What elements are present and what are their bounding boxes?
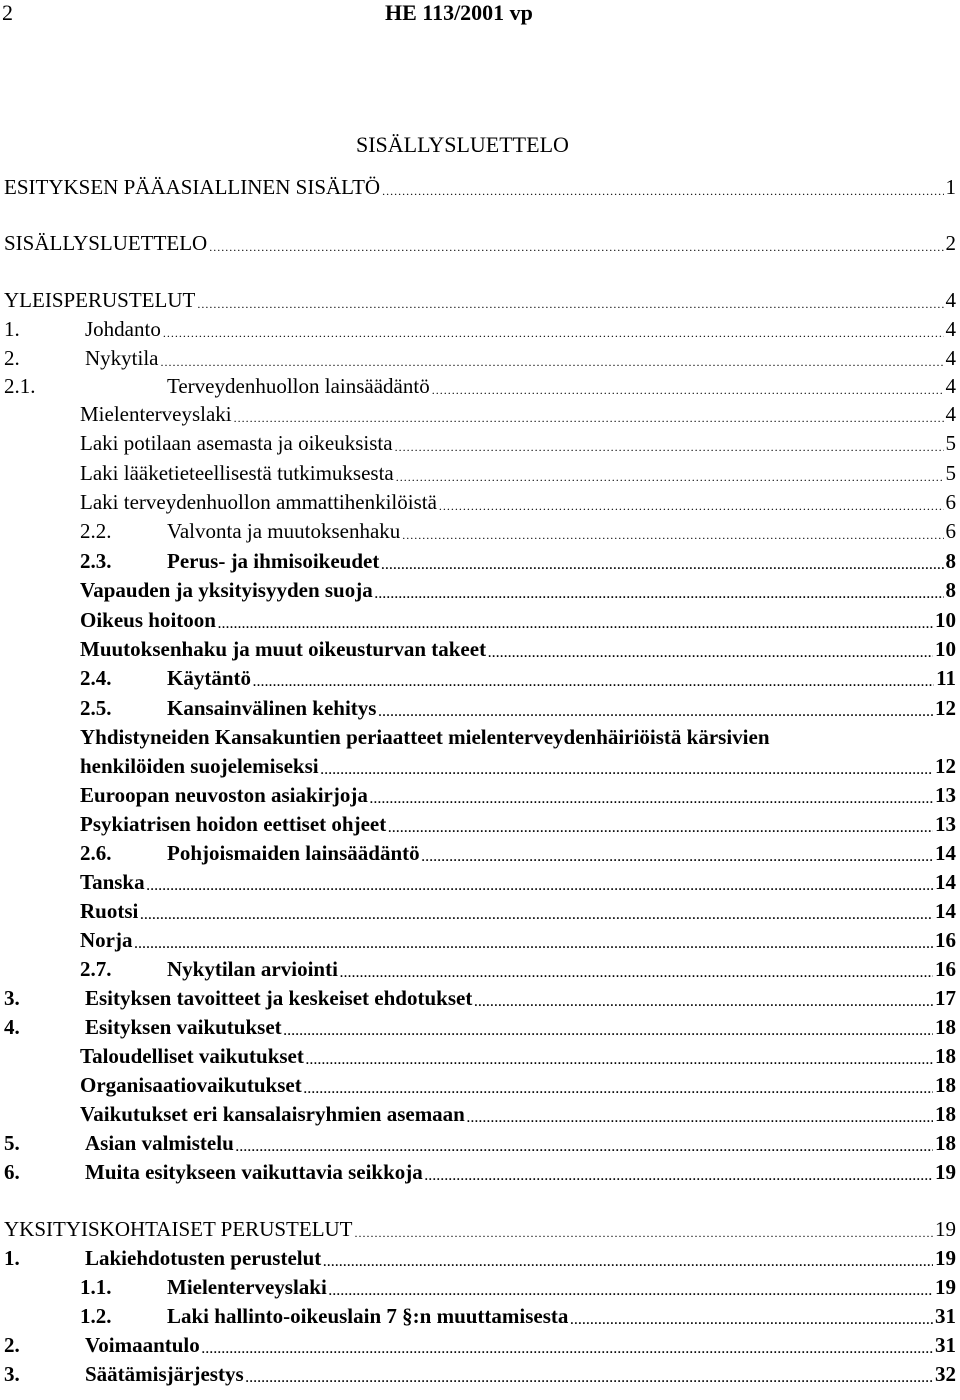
toc-entry (4, 344, 956, 372)
toc-entry-page: 12 (935, 754, 956, 778)
toc-entry-text (4, 173, 380, 201)
toc-entry-text (80, 1100, 465, 1128)
toc-entry-number: 5. (4, 1131, 20, 1155)
toc-entry-page: 16 (935, 957, 956, 981)
toc-entry-number: 2. (4, 346, 20, 370)
toc-entry-text (4, 1013, 282, 1041)
toc-entry-page: 4 (945, 288, 956, 312)
toc-entry-number: 1. (4, 317, 20, 341)
toc-entry-title: Muutoksenhaku ja muut oikeusturvan takeet (80, 637, 487, 661)
toc-entry-title: Kansainvälinen kehitys (167, 696, 377, 720)
toc-entry-title: Psykiatrisen hoidon eettiset ohjeet (80, 812, 387, 836)
toc-entry-page: 8 (945, 578, 956, 602)
toc-entry-leader (284, 1017, 933, 1045)
toc-entry-leader (378, 698, 933, 726)
toc-entry-leader (488, 639, 933, 667)
toc-entry (4, 229, 956, 257)
toc-entry-page: 18 (935, 1044, 956, 1068)
toc-entry-text (80, 488, 437, 516)
toc-entry (80, 1273, 956, 1301)
toc-entry (4, 1331, 956, 1359)
toc-entry-text (80, 517, 400, 545)
toc-entry (80, 488, 956, 516)
toc-entry-leader (323, 1248, 933, 1276)
toc-entry-leader (236, 1133, 933, 1161)
toc-title: SISÄLLYSLUETTELO (356, 132, 569, 157)
toc-entry-leader (370, 785, 933, 813)
toc-entry (4, 1215, 956, 1243)
toc-entry-title: Asian valmistelu (85, 1131, 234, 1155)
toc-entry-leader (163, 319, 944, 347)
toc-entry-title: Terveydenhuollon lainsäädäntö (167, 374, 430, 398)
toc-entry-number: 2.6. (80, 841, 112, 865)
toc-entry (80, 517, 956, 545)
toc-entry-text (80, 664, 251, 692)
toc-entry-title: ESITYKSEN PÄÄASIALLINEN SISÄLTÖ (4, 175, 381, 199)
toc-entry-text (80, 1302, 568, 1330)
toc-entry-title: Oikeus hoitoon (80, 608, 216, 632)
toc-entry-leader (467, 1104, 933, 1132)
toc-entry (80, 459, 956, 487)
toc-entry-page: 4 (945, 317, 956, 341)
toc-entry-title: Säätämisjärjestys (85, 1362, 244, 1386)
toc-entry-title: Mielenterveyslaki (80, 402, 232, 426)
toc-entry (4, 286, 956, 314)
toc-entry-leader (570, 1306, 933, 1334)
toc-entry-title: Voimaantulo (85, 1333, 200, 1357)
toc-entry-leader (202, 1335, 933, 1363)
toc-entry-title: Yhdistyneiden Kansakuntien periaatteet mielenterveydenhäiriöistä kärsivien (80, 725, 770, 749)
toc-entry-title: YLEISPERUSTELUT (4, 288, 196, 312)
toc-entry (80, 839, 956, 867)
toc-entry-number: 3. (4, 986, 20, 1010)
toc-entry-leader (253, 668, 934, 696)
toc-entry-leader (375, 580, 944, 608)
toc-entry (80, 635, 956, 663)
toc-entry-leader (395, 433, 944, 461)
toc-entry-text (80, 694, 376, 722)
toc-entry-text (4, 1360, 244, 1388)
toc-entry (4, 1013, 956, 1041)
toc-entry-page: 6 (945, 490, 956, 514)
toc-entry-leader (304, 1075, 933, 1103)
toc-entry-text (80, 839, 420, 867)
toc-entry-page: 5 (945, 461, 956, 485)
toc-entry-text (80, 781, 368, 809)
toc-entry-text (80, 868, 145, 896)
toc-entry-title: Pohjoismaiden lainsäädäntö (167, 841, 420, 865)
toc-entry-leader (140, 901, 933, 929)
toc-entry-title: Laki potilaan asemasta ja oikeuksista (80, 431, 393, 455)
toc-entry-number: 1.1. (80, 1275, 112, 1299)
toc-entry-text (80, 400, 232, 428)
toc-entry-text (80, 459, 394, 487)
toc-entry (80, 1071, 956, 1099)
toc-entry-title: Johdanto (85, 317, 161, 341)
toc-entry (80, 547, 956, 575)
toc-entry (80, 926, 956, 954)
toc-entry-title: henkilöiden suojelemiseksi (80, 754, 319, 778)
toc-entry-title: Käytäntö (167, 666, 251, 690)
toc-entry-text (80, 723, 770, 751)
toc-entry (80, 576, 956, 604)
toc-entry-title: Muita esitykseen vaikuttavia seikkoja (85, 1160, 423, 1184)
toc-entry-number: 1.2. (80, 1304, 112, 1328)
toc-entry (80, 955, 956, 983)
toc-entry-text (4, 344, 159, 372)
toc-entry-leader (147, 872, 933, 900)
toc-entry-leader (396, 463, 944, 491)
toc-entry-leader (321, 756, 933, 784)
toc-entry-text (80, 752, 319, 780)
toc-entry (4, 173, 956, 201)
toc-entry (80, 723, 956, 751)
toc-entry-leader (306, 1046, 933, 1074)
toc-entry-page: 2 (945, 231, 956, 255)
toc-entry-text (4, 372, 430, 400)
toc-entry-title: Esityksen vaikutukset (85, 1015, 282, 1039)
toc-entry-page: 1 (945, 175, 956, 199)
toc-entry-title: Laki hallinto-oikeuslain 7 §:n muuttamisesta (167, 1304, 569, 1328)
toc-entry-title: Vaikutukset eri kansalaisryhmien asemaan (80, 1102, 465, 1126)
toc-entry-title: Ruotsi (80, 899, 139, 923)
toc-entry-title: Perus- ja ihmisoikeudet (167, 549, 380, 573)
toc-entry (4, 1129, 956, 1157)
toc-entry-page: 19 (935, 1246, 956, 1270)
toc-entry-page: 10 (935, 608, 956, 632)
toc-entry (80, 1100, 956, 1128)
toc-entry-title: Nykytila (85, 346, 159, 370)
toc-entry-text (80, 547, 379, 575)
toc-entry-leader (439, 492, 944, 520)
toc-entry-page: 13 (935, 783, 956, 807)
toc-entry-page: 6 (945, 519, 956, 543)
toc-entry-page: 17 (935, 986, 956, 1010)
toc-entry (4, 984, 956, 1012)
toc-entry-text (80, 926, 132, 954)
toc-entry-leader (246, 1364, 933, 1392)
toc-entry-title: Mielenterveyslaki (167, 1275, 327, 1299)
toc-entry-text (4, 286, 195, 314)
toc-entry-text (80, 429, 393, 457)
toc-entry-text (80, 810, 386, 838)
toc-entry-page: 5 (945, 431, 956, 455)
toc-entry (80, 781, 956, 809)
toc-entry-page: 19 (935, 1275, 956, 1299)
toc-entry-number: 3. (4, 1362, 20, 1386)
toc-entry-page: 4 (945, 402, 956, 426)
toc-entry-title: Tanska (80, 870, 145, 894)
document-reference: HE 113/2001 vp (385, 0, 533, 25)
toc-entry-text (4, 1215, 353, 1243)
toc-entry-title: Laki terveydenhuollon ammattihenkilöistä (80, 490, 437, 514)
toc-entry (4, 1244, 956, 1272)
toc-entry (80, 752, 956, 780)
toc-entry-page: 14 (935, 870, 956, 894)
toc-entry (80, 400, 956, 428)
toc-entry (4, 315, 956, 343)
toc-entry-title: Organisaatiovaikutukset (80, 1073, 302, 1097)
toc-entry (80, 694, 956, 722)
toc-entry (80, 606, 956, 634)
toc-entry-page: 32 (935, 1362, 956, 1386)
toc-entry-title: Vapauden ja yksityisyyden suoja (80, 578, 373, 602)
toc-entry-text (4, 1158, 423, 1186)
toc-entry-leader (197, 290, 943, 318)
toc-entry-title: Taloudelliset vaikutukset (80, 1044, 304, 1068)
toc-entry-number: 2. (4, 1333, 20, 1357)
toc-entry-leader (209, 233, 943, 261)
toc-entry-text (4, 984, 472, 1012)
toc-entry-page: 18 (935, 1102, 956, 1126)
toc-entry-text (4, 229, 207, 257)
toc-entry-number: 1. (4, 1246, 20, 1270)
toc-entry-number: 2.5. (80, 696, 112, 720)
toc-entry-title: Laki lääketieteellisestä tutkimuksesta (80, 461, 394, 485)
toc-entry (80, 810, 956, 838)
toc-entry-title: YKSITYISKOHTAISET PERUSTELUT (4, 1217, 353, 1241)
toc-entry-title: Nykytilan arviointi (167, 957, 338, 981)
toc-entry-number: 2.4. (80, 666, 112, 690)
toc-entry-number: 2.1. (4, 374, 36, 398)
toc-entry-leader (234, 404, 944, 432)
toc-entry-leader (134, 930, 933, 958)
toc-entry-page: 14 (935, 841, 956, 865)
toc-entry-text (4, 1331, 200, 1359)
toc-entry-number: 2.2. (80, 519, 112, 543)
toc-entry-title: SISÄLLYSLUETTELO (4, 231, 208, 255)
toc-entry-page: 4 (945, 374, 956, 398)
toc-entry-leader (381, 551, 943, 579)
toc-entry-text (4, 315, 161, 343)
toc-entry-leader (422, 843, 933, 871)
toc-entry (4, 372, 956, 400)
toc-entry-leader (355, 1219, 933, 1247)
toc-entry-page: 19 (935, 1160, 956, 1184)
toc-entry-title: Valvonta ja muutoksenhaku (167, 519, 401, 543)
toc-entry-text (80, 897, 138, 925)
toc-entry-text (80, 955, 338, 983)
toc-entry-text (80, 606, 216, 634)
toc-entry-text (4, 1129, 234, 1157)
toc-entry (4, 1158, 956, 1186)
toc-entry-page: 12 (935, 696, 956, 720)
toc-entry (80, 429, 956, 457)
toc-entry (80, 868, 956, 896)
toc-entry-page: 10 (935, 637, 956, 661)
toc-entry-number: 4. (4, 1015, 20, 1039)
toc-entry (80, 1042, 956, 1070)
toc-entry-page: 18 (935, 1073, 956, 1097)
toc-entry-number: 2.3. (80, 549, 112, 573)
toc-entry-leader (382, 177, 943, 205)
toc-entry-title: Euroopan neuvoston asiakirjoja (80, 783, 368, 807)
toc-entry (80, 897, 956, 925)
toc-entry-text (4, 1244, 321, 1272)
toc-entry-number: 2.7. (80, 957, 112, 981)
toc-entry-page: 18 (935, 1015, 956, 1039)
toc-entry-leader (340, 959, 933, 987)
toc-entry-leader (329, 1277, 933, 1305)
toc-entry-page: 31 (935, 1333, 956, 1357)
toc-entry-page: 14 (935, 899, 956, 923)
toc-entry-page: 13 (935, 812, 956, 836)
toc-entry-title: Norja (80, 928, 133, 952)
toc-entry-text (80, 635, 486, 663)
toc-entry-leader (425, 1162, 933, 1190)
toc-entry-title: Esityksen tavoitteet ja keskeiset ehdotukset (85, 986, 473, 1010)
toc-entry-page: 8 (945, 549, 956, 573)
toc-entry-page: 4 (945, 346, 956, 370)
toc-entry-text (80, 1042, 304, 1070)
toc-entry-leader (474, 988, 933, 1016)
toc-entry (80, 1302, 956, 1330)
toc-entry-page: 31 (935, 1304, 956, 1328)
toc-entry-title: Lakiehdotusten perustelut (85, 1246, 322, 1270)
toc-entry-text (80, 1273, 327, 1301)
toc-entry-leader (218, 610, 933, 638)
toc-entry-leader (402, 521, 943, 549)
toc-entry-text (80, 576, 373, 604)
toc-entry-page: 11 (936, 666, 956, 690)
toc-entry-leader (388, 814, 933, 842)
toc-entry (80, 664, 956, 692)
toc-entry-page: 19 (935, 1217, 956, 1241)
toc-entry-page: 16 (935, 928, 956, 952)
toc-entry-number: 6. (4, 1160, 20, 1184)
toc-entry (4, 1360, 956, 1388)
page-number: 2 (2, 0, 13, 25)
toc-entry-text (80, 1071, 302, 1099)
toc-entry-page: 18 (935, 1131, 956, 1155)
